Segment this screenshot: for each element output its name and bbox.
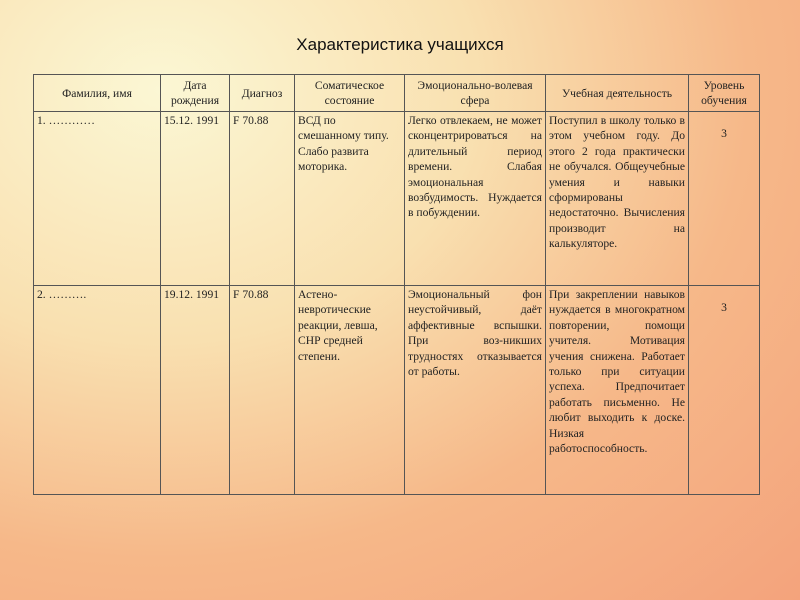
cell-study: Поступил в школу только в этом учебном году. До этого 2 года практически не обучался. Общеучебные умения и навыки сформированы недостаточно. Вычисления производит на калькуляторе. (546, 112, 689, 286)
cell-diagnosis: F 70.88 (230, 112, 295, 286)
header-study: Учебная деятельность (546, 75, 689, 112)
cell-birth-date: 15.12. 1991 (161, 112, 230, 286)
cell-emotional: Эмоциональный фон неустойчивый, даёт аффективные вспышки. При воз-никших трудностях отказывается от работы. (405, 286, 546, 495)
header-level: Уровень обучения (689, 75, 760, 112)
table-row (34, 112, 760, 286)
cell-study: При закреплении навыков нуждается в многократном повторении, помощи учителя. Мотивация учения снижена. Работает только при ситуации успеха. Предпочитает работать письменно. Не любит выходить к доске. Низкая работоспособность. (546, 286, 689, 495)
cell-birth-date: 19.12. 1991 (161, 286, 230, 495)
table-row (34, 286, 760, 495)
header-somatic: Соматическое состояние (295, 75, 405, 112)
header-diagnosis: Диагноз (230, 75, 295, 112)
header-birth-date: Дата рождения (161, 75, 230, 112)
cell-somatic: ВСД по смешанному типу. Слабо развита моторика. (295, 112, 405, 286)
cell-somatic: Астено-невротические реакции, левша, СНР средней степени. (295, 286, 405, 495)
cell-name: 1. ………… (34, 112, 161, 286)
cell-diagnosis: F 70.88 (230, 286, 295, 495)
cell-level: 3 (689, 286, 760, 495)
header-name: Фамилия, имя (34, 75, 161, 112)
students-table (33, 74, 760, 495)
cell-name: 2. ………. (34, 286, 161, 495)
table-header-row (34, 75, 760, 112)
cell-emotional: Легко отвлекаем, не может сконцентрироваться на длительный период времени. Слабая эмоциональная возбудимость. Нуждается в побуждении. (405, 112, 546, 286)
page-title: Характеристика учащихся (296, 35, 504, 54)
header-emotional: Эмоционально-волевая сфера (405, 75, 546, 112)
cell-level: 3 (689, 112, 760, 286)
